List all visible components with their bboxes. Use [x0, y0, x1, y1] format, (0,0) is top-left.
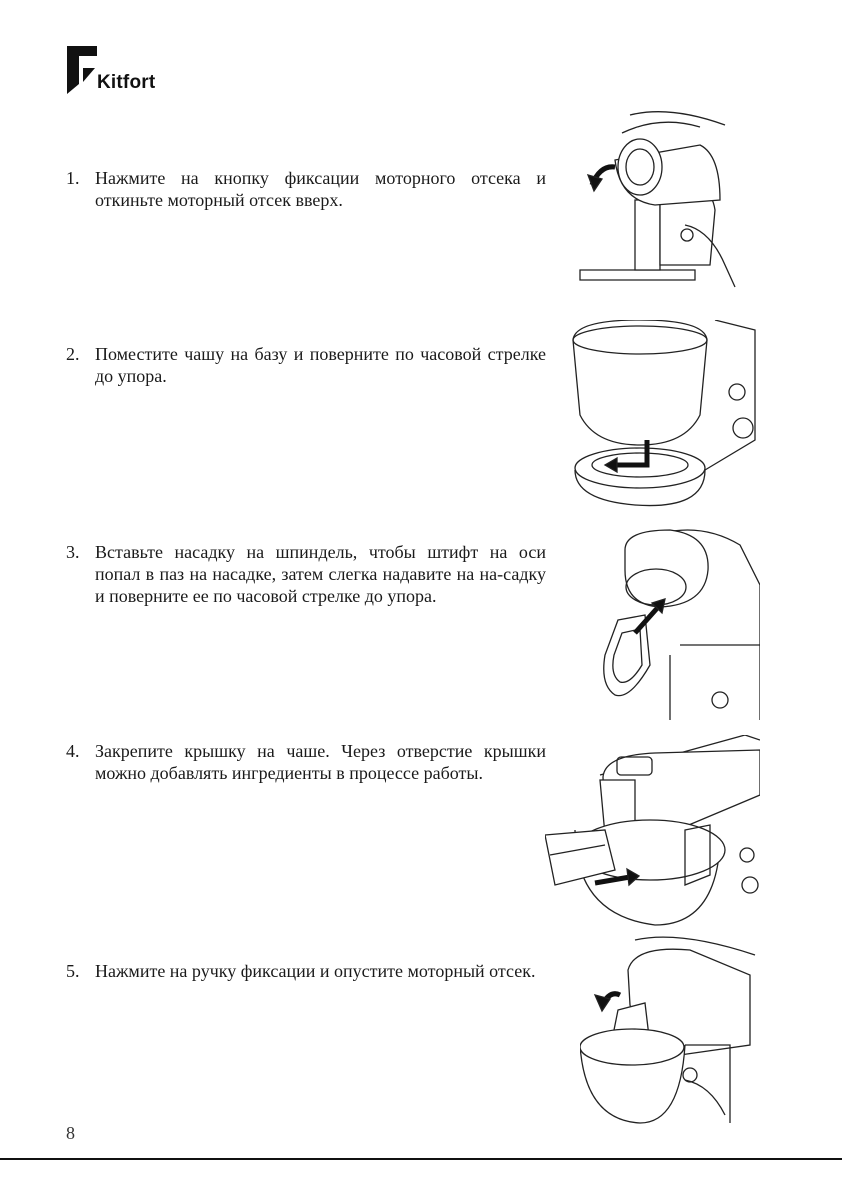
step-text: Вставьте насадку на шпиндель, чтобы штифт на оси попал в паз на насадке, затем слегка надавите на на-садку и поверните ее по часовой стрелке до упора. [95, 542, 546, 606]
step-5 [66, 960, 546, 982]
illustration-place-bowl [565, 320, 760, 515]
step-number: 2. [66, 344, 80, 364]
illustration-lift-motor-head [560, 105, 760, 290]
step-number: 4. [66, 741, 80, 761]
illustration-attach-lid [545, 735, 760, 930]
bottom-divider [0, 1158, 842, 1160]
step-text: Нажмите на ручку фиксации и опустите моторный отсек. [95, 961, 536, 981]
step-text: Поместите чашу на базу и поверните по часовой стрелке до упора. [95, 344, 546, 386]
step-number: 5. [66, 961, 80, 981]
step-3 [66, 541, 546, 607]
brand-name: Kitfort [97, 72, 156, 93]
brand-logo [67, 46, 167, 98]
step-text: Нажмите на кнопку фиксации моторного отсека и откиньте моторный отсек вверх. [95, 168, 546, 210]
step-text: Закрепите крышку на чаше. Через отверстие крышки можно добавлять ингредиенты в процессе работы. [95, 741, 546, 783]
step-number: 1. [66, 168, 80, 188]
illustration-insert-attachment [590, 525, 760, 720]
step-1 [66, 167, 546, 211]
illustration-lower-motor-head [580, 935, 760, 1125]
step-4 [66, 740, 546, 784]
step-number: 3. [66, 542, 80, 562]
page-number: 8 [66, 1123, 75, 1143]
step-2 [66, 343, 546, 387]
kitfort-logo-icon [67, 46, 101, 94]
